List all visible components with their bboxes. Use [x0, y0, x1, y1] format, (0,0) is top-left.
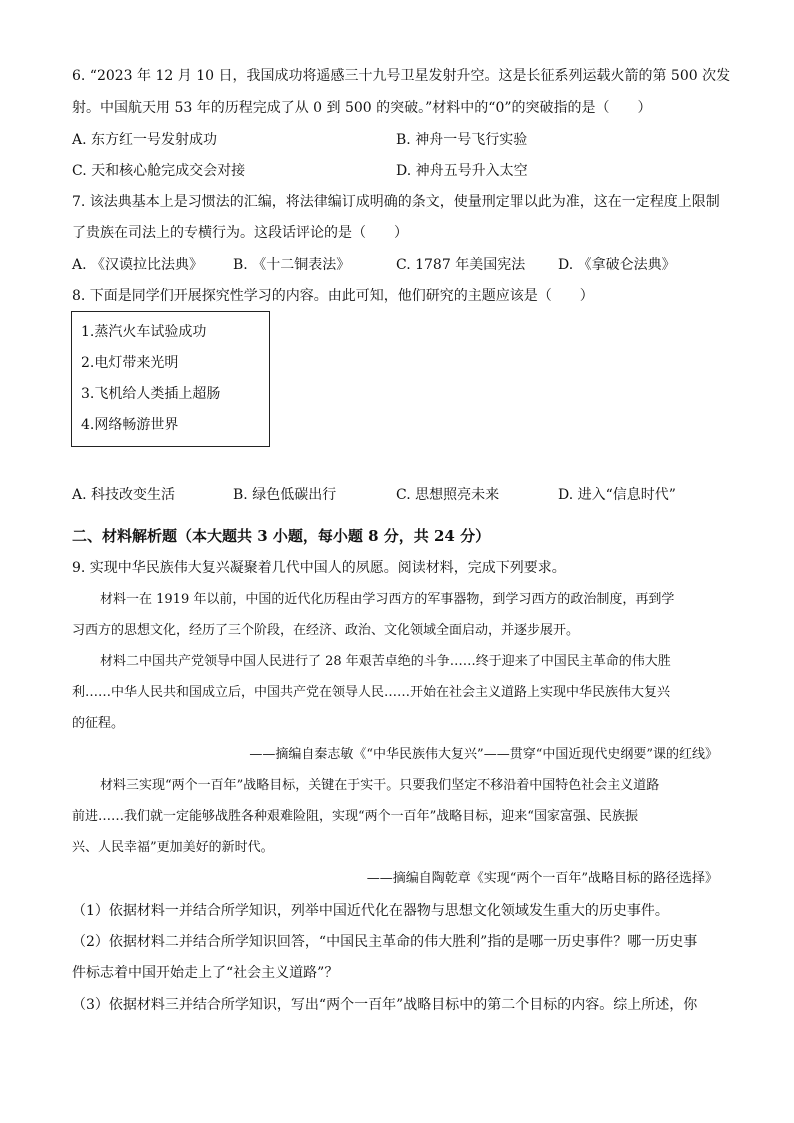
section-heading: 二、材料解析题（本大题共 3 小题，每小题 8 分，共 24 分） — [72, 527, 491, 545]
q6-stem-line2: 射。中国航天用 53 年的历程完成了从 0 到 500 的突破。”材料中的“0”的突破指的是（ ） — [72, 100, 652, 116]
q9-material3-line1: 材料三实现“两个一百年”战略目标，关键在于实干。只要我们坚定不移沿着中国特色社会主义道路 — [100, 778, 660, 793]
q9-sub1: （1）依据材料一并结合所学知识，列举中国近代化在器物与思想文化领域发生重大的历史事件。 — [72, 903, 669, 919]
q8-topic-item: 2.电灯带来光明 — [81, 355, 179, 371]
q7-option-b: B. 《十二铜表法》 — [233, 257, 351, 273]
q8-topic-item: 4.网络畅游世界 — [81, 417, 179, 433]
q6-stem-line1: 6. “2023 年 12 月 10 日，我国成功将遥感三十九号卫星发射升空。这是长征系列运载火箭的第 500 次发 — [72, 68, 731, 84]
q9-material1-line2: 习西方的思想文化，经历了三个阶段，在经济、政治、文化领域全面启动，并逐步展开。 — [72, 623, 580, 638]
q8-option-b: B. 绿色低碳出行 — [233, 487, 337, 503]
q9-material2-line1: 材料二中国共产党领导中国人民进行了 28 年艰苦卓绝的斗争……终于迎来了中国民主革命的伟大胜 — [100, 654, 671, 669]
q8-topic-box — [71, 311, 270, 447]
q9-material1-line1: 材料一在 1919 年以前，中国的近代化历程由学习西方的军事器物，到学习西方的政治制度，再到学 — [100, 592, 675, 607]
q6-option-c: C. 天和核心舱完成交会对接 — [72, 163, 246, 179]
q9-material3-line3: 兴、人民幸福”更加美好的新时代。 — [72, 840, 274, 855]
q9-sub2-line2: 件标志着中国开始走上了“社会主义道路”？ — [72, 965, 339, 981]
q6-option-b: B. 神舟一号飞行实验 — [396, 132, 528, 148]
q9-material2-line2: 利……中华人民共和国成立后，中国共产党在领导人民……开始在社会主义道路上实现中华民族伟大复兴 — [72, 685, 671, 700]
q9-material2-line3: 的征程。 — [72, 716, 125, 731]
q7-option-d: D. 《拿破仑法典》 — [558, 257, 676, 273]
q9-material2-source: ——摘编自秦志敏《“中华民族伟大复兴”——贯穿“中国近现代史纲要”课的红线》 — [249, 747, 718, 762]
q9-intro: 9. 实现中华民族伟大复兴凝聚着几代中国人的夙愿。阅读材料，完成下列要求。 — [72, 560, 566, 576]
q7-option-c: C. 1787 年美国宪法 — [396, 257, 526, 273]
q8-option-d: D. 进入“信息时代” — [558, 487, 676, 503]
q9-material3-line2: 前进……我们就一定能够战胜各种艰难险阻，实现“两个一百年”战略目标，迎来“国家富强、民族振 — [72, 809, 638, 824]
q9-sub2-line1: （2）依据材料二并结合所学知识回答，“中国民主革命的伟大胜利”指的是哪一历史事件？哪一历史事 — [72, 934, 698, 950]
q7-stem-line1: 7. 该法典基本上是习惯法的汇编，将法律编订成明确的条文，使量刑定罪以此为准，这在一定程度上限制 — [72, 194, 720, 210]
q9-sub3: （3）依据材料三并结合所学知识，写出“两个一百年”战略目标中的第二个目标的内容。综上所述，你 — [72, 997, 698, 1013]
q9-material3-source: ——摘编自陶乾章《实现“两个一百年”战略目标的路径选择》 — [366, 871, 718, 886]
q7-option-a: A. 《汉谟拉比法典》 — [72, 257, 204, 273]
q8-option-c: C. 思想照亮未来 — [396, 487, 500, 503]
q8-topic-item: 3.飞机给人类插上超肠 — [81, 386, 221, 402]
q8-topic-item: 1.蒸汽火车试验成功 — [81, 324, 207, 340]
q8-option-a: A. 科技改变生活 — [72, 487, 176, 503]
q7-stem-line2: 了贵族在司法上的专横行为。这段话评论的是（ ） — [72, 225, 408, 241]
q8-stem: 8. 下面是同学们开展探究性学习的内容。由此可知，他们研究的主题应该是（ ） — [72, 288, 594, 304]
q6-option-d: D. 神舟五号升入太空 — [396, 163, 528, 179]
q6-option-a: A. 东方红一号发射成功 — [72, 132, 218, 148]
